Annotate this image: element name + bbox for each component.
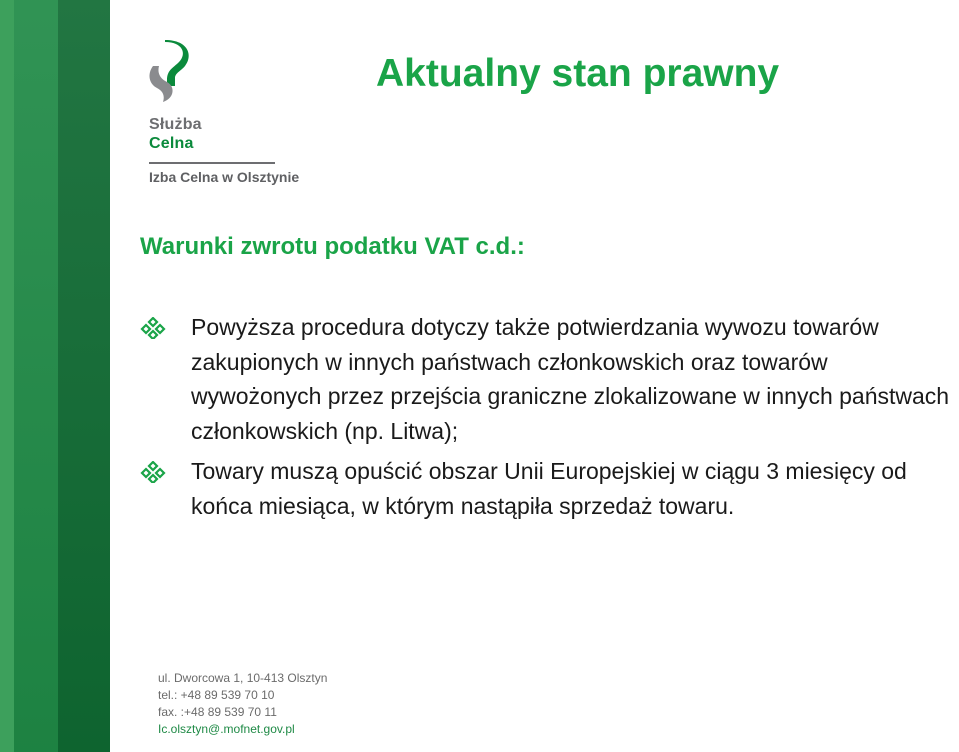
diamond-bullet-icon	[140, 317, 166, 339]
side-stripes	[0, 0, 110, 752]
brand-line-1: Służba	[149, 116, 202, 133]
diamond-bullet-icon	[140, 461, 166, 483]
bullet-text: Powyższa procedura dotyczy także potwierdzania wywozu towarów zakupionych w innych państwach członkowskich oraz towarów wywożonych przez przejścia graniczne zlokalizowane w innych państwach członkowskich (np. Litwa);	[191, 314, 950, 444]
contact-footer	[158, 670, 327, 738]
brand-line-2: Celna	[149, 135, 194, 152]
stripe-mid	[14, 0, 58, 752]
sluzba-celna-logo-mark-icon	[145, 40, 195, 106]
stripe-light	[0, 0, 14, 752]
bullet-text: Towary muszą opuścić obszar Unii Europejskiej w ciągu 3 miesięcy od końca miesiąca, w którym nastąpiła sprzedaż towaru.	[191, 458, 907, 519]
slide-subtitle: Warunki zwrotu podatku VAT c.d.:	[140, 233, 525, 260]
stripe-dark	[58, 0, 110, 752]
footer-email: Ic.olsztyn@.mofnet.gov.pl	[158, 722, 295, 736]
bullet-list	[140, 310, 955, 529]
sluzba-celna-logo	[145, 40, 325, 190]
list-item	[140, 310, 955, 448]
slide-title: Aktualny stan prawny	[376, 52, 780, 95]
list-item	[140, 454, 955, 523]
footer-phone: tel.: +48 89 539 70 10	[158, 688, 275, 702]
footer-fax: fax. :+48 89 539 70 11	[158, 705, 277, 719]
office-name: Izba Celna w Olsztynie	[149, 169, 300, 185]
footer-address: ul. Dworcowa 1, 10-413 Olsztyn	[158, 671, 328, 685]
logo-divider	[149, 162, 275, 164]
